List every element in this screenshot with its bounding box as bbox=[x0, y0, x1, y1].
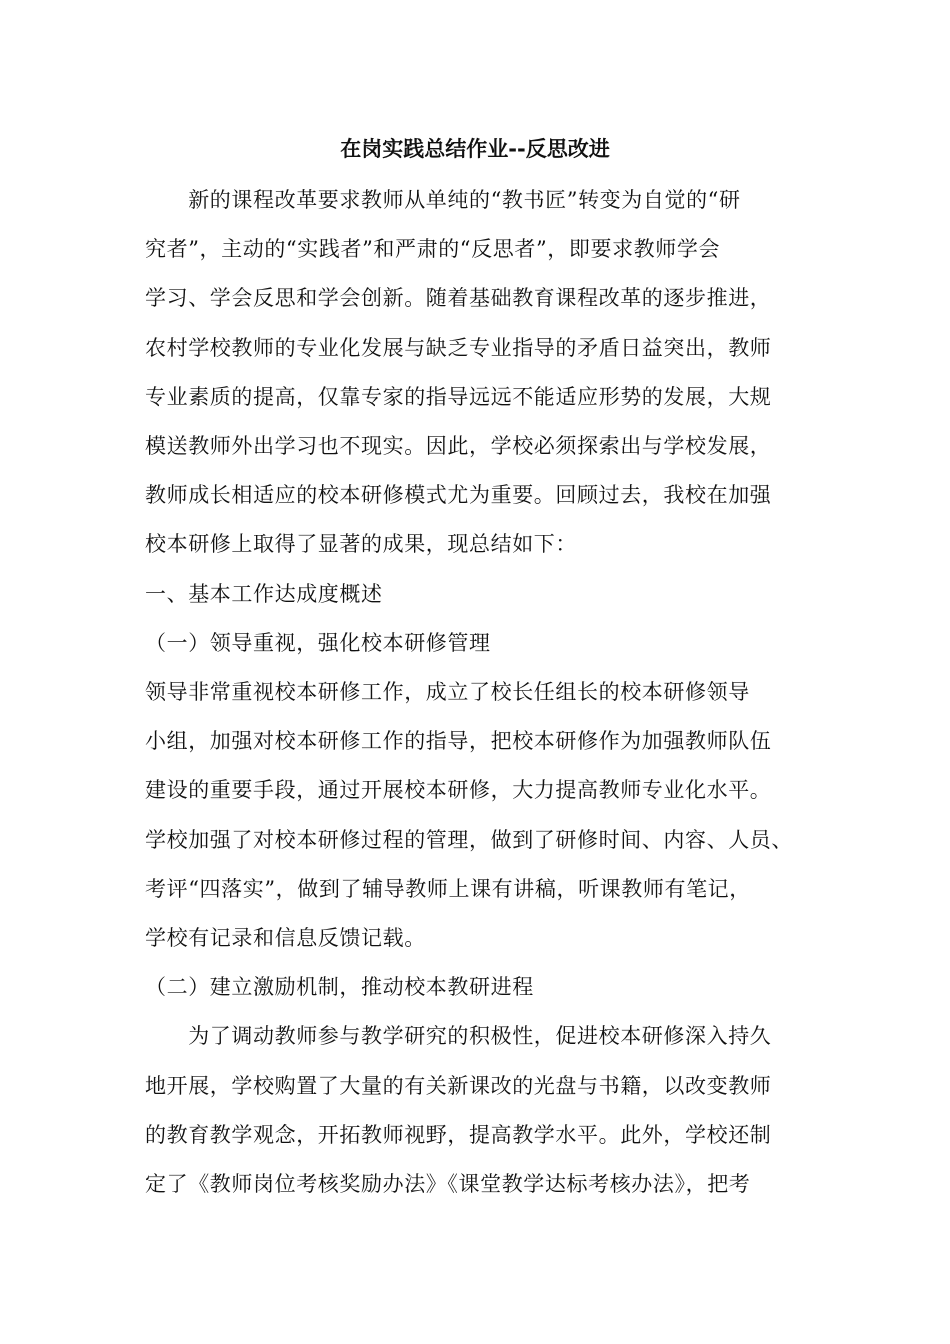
document-title: 在岗实践总结作业--反思改进 bbox=[340, 137, 610, 161]
body-line: 建设的重要手段，通过开展校本研修，大力提高教师专业化水平。 bbox=[145, 778, 772, 803]
body-line: 的教育教学观念，开拓教师视野，提高教学水平。此外，学校还制 bbox=[145, 1122, 772, 1147]
body-line: （二）建立激励机制，推动校本教研进程 bbox=[145, 975, 534, 1000]
body-line: 新的课程改革要求教师从单纯的“教书匠”转变为自觉的“研 bbox=[145, 188, 741, 212]
body-line: 学校有记录和信息反馈记载。 bbox=[145, 926, 426, 950]
body-line: 一、基本工作达成度概述 bbox=[145, 581, 383, 606]
body-line: 模送教师外出学习也不现实。因此，学校必须探索出与学校发展， bbox=[145, 434, 772, 458]
body-line: （一）领导重视，强化校本研修管理 bbox=[145, 630, 491, 655]
body-line: 领导非常重视校本研修工作，成立了校长任组长的校本研修领导 bbox=[145, 680, 750, 704]
body-line: 专业素质的提高，仅靠专家的指导远远不能适应形势的发展，大规 bbox=[145, 384, 772, 409]
body-line: 为了调动教师参与教学研究的积极性，促进校本研修深入持久 bbox=[145, 1024, 772, 1049]
body-line: 教师成长相适应的校本研修模式尤为重要。回顾过去，我校在加强 bbox=[145, 483, 772, 508]
body-line: 定了《教师岗位考核奖励办法》《课堂教学达标考核办法》，把考 bbox=[145, 1172, 751, 1196]
body-line: 学习、学会反思和学会创新。随着基础教育课程改革的逐步推进， bbox=[145, 286, 772, 311]
body-line: 究者”，主动的“实践者”和严肃的“反思者”，即要求教师学会 bbox=[145, 237, 721, 262]
body-line: 学校加强了对校本研修过程的管理，做到了研修时间、内容、人员、 bbox=[145, 827, 793, 852]
body-line: 农村学校教师的专业化发展与缺乏专业指导的矛盾日益突出，教师 bbox=[145, 335, 772, 360]
body-line: 考评“四落实”，做到了辅导教师上课有讲稿，听课教师有笔记， bbox=[145, 876, 751, 901]
body-line: 地开展，学校购置了大量的有关新课改的光盘与书籍，以改变教师 bbox=[145, 1073, 772, 1098]
body-line: 小组，加强对校本研修工作的指导，把校本研修作为加强教师队伍 bbox=[145, 729, 772, 754]
body-line: 校本研修上取得了显著的成果，现总结如下： bbox=[145, 532, 577, 557]
